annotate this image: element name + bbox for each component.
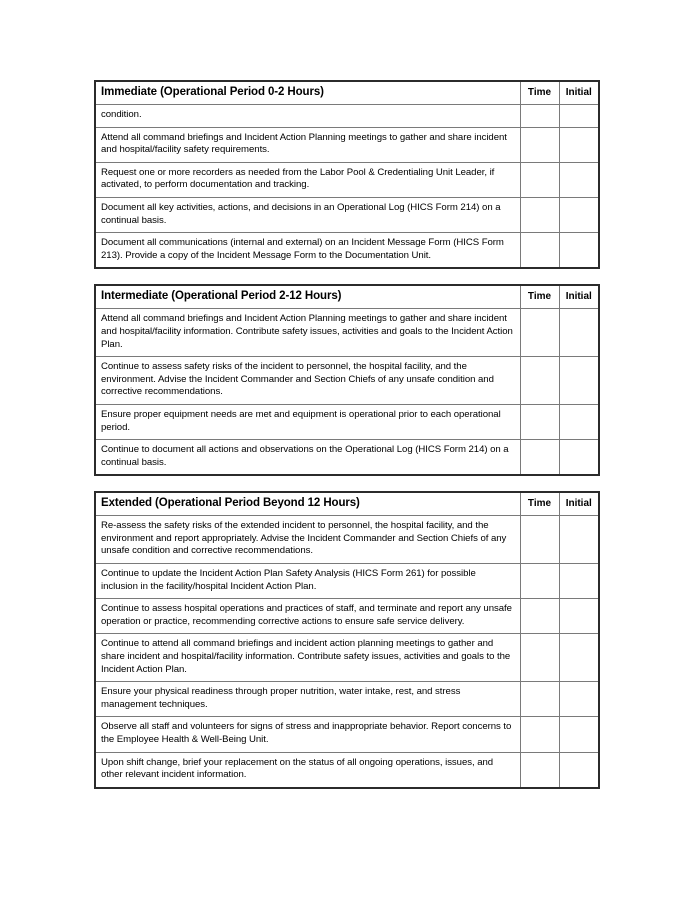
table-row [95,634,599,682]
table-row [95,599,599,634]
section-title-extended: Extended (Operational Period Beyond 12 Hours) [95,492,520,516]
task-text: Document all key activities, actions, and decisions in an Operational Log (HICS Form 214) on a continual basis. [95,197,520,232]
column-header-initial: Initial [559,492,599,516]
time-entry-cell[interactable] [520,717,559,752]
initial-entry-cell[interactable] [559,717,599,752]
time-entry-cell[interactable] [520,105,559,128]
table-row [95,233,599,269]
time-entry-cell[interactable] [520,404,559,439]
task-text: Continue to assess safety risks of the incident to personnel, the hospital facility, and the environment. Advise the Incident Commander and Section Chiefs of any unsafe condition and corrective recommendations. [95,357,520,405]
initial-entry-cell[interactable] [559,197,599,232]
table-row [95,197,599,232]
table-row [95,752,599,788]
time-entry-cell[interactable] [520,752,559,788]
initial-entry-cell[interactable] [559,162,599,197]
initial-entry-cell[interactable] [559,564,599,599]
task-text: Re-assess the safety risks of the extended incident to personnel, the hospital facility, and the environment and report appropriately. Advise the Incident Commander and Section Chiefs of any unsafe condition and corrective recommendations. [95,516,520,564]
initial-entry-cell[interactable] [559,127,599,162]
initial-entry-cell[interactable] [559,105,599,128]
task-text: Document all communications (internal and external) on an Incident Message Form (HICS Form 213). Provide a copy of the Incident Message Form to the Documentation Unit. [95,233,520,269]
time-entry-cell[interactable] [520,634,559,682]
table-row [95,682,599,717]
checklist-table-immediate [94,80,600,269]
initial-entry-cell[interactable] [559,634,599,682]
column-header-time: Time [520,81,559,105]
task-text: Request one or more recorders as needed from the Labor Pool & Credentialing Unit Leader, if activated, to perform documentation and tracking. [95,162,520,197]
initial-entry-cell[interactable] [559,357,599,405]
task-text: Continue to update the Incident Action Plan Safety Analysis (HICS Form 261) for possible inclusion in the facility/hospital Incident Action Plan. [95,564,520,599]
time-entry-cell[interactable] [520,309,559,357]
time-entry-cell[interactable] [520,127,559,162]
task-text: Attend all command briefings and Incident Action Planning meetings to gather and share incident and hospital/facility safety requirements. [95,127,520,162]
time-entry-cell[interactable] [520,564,559,599]
time-entry-cell[interactable] [520,440,559,476]
time-entry-cell[interactable] [520,599,559,634]
checklist-table-extended [94,491,600,789]
table-header-row [95,492,599,516]
initial-entry-cell[interactable] [559,440,599,476]
table-row [95,440,599,476]
table-header-row [95,285,599,309]
time-entry-cell[interactable] [520,233,559,269]
table-row [95,162,599,197]
column-header-initial: Initial [559,285,599,309]
initial-entry-cell[interactable] [559,682,599,717]
table-row [95,357,599,405]
time-entry-cell[interactable] [520,682,559,717]
table-row [95,404,599,439]
initial-entry-cell[interactable] [559,599,599,634]
initial-entry-cell[interactable] [559,309,599,357]
task-text: Continue to assess hospital operations and practices of staff, and terminate and report any unsafe operation or practice, recommending corrective actions to ensure safe service delivery. [95,599,520,634]
column-header-time: Time [520,285,559,309]
task-text: condition. [95,105,520,128]
task-text: Ensure proper equipment needs are met and equipment is operational prior to each operational period. [95,404,520,439]
table-header-row [95,81,599,105]
time-entry-cell[interactable] [520,357,559,405]
initial-entry-cell[interactable] [559,404,599,439]
table-row [95,127,599,162]
initial-entry-cell[interactable] [559,752,599,788]
task-text: Continue to attend all command briefings and incident action planning meetings to gather and share incident and hospital/facility information. Contribute safety issues, activities and goals to the Incident Action Plan. [95,634,520,682]
task-text: Observe all staff and volunteers for signs of stress and inappropriate behavior. Report concerns to the Employee Health & Well-Being Unit. [95,717,520,752]
checklist-table-intermediate [94,284,600,476]
task-text: Continue to document all actions and observations on the Operational Log (HICS Form 214) on a continual basis. [95,440,520,476]
time-entry-cell[interactable] [520,162,559,197]
column-header-time: Time [520,492,559,516]
section-title-intermediate: Intermediate (Operational Period 2-12 Hours) [95,285,520,309]
table-row [95,309,599,357]
task-text: Attend all command briefings and Incident Action Planning meetings to gather and share incident and hospital/facility information. Contribute safety issues, activities and goals to the Incident Action Plan. [95,309,520,357]
time-entry-cell[interactable] [520,197,559,232]
table-row [95,516,599,564]
table-row [95,105,599,128]
table-row [95,564,599,599]
time-entry-cell[interactable] [520,516,559,564]
section-title-immediate: Immediate (Operational Period 0-2 Hours) [95,81,520,105]
initial-entry-cell[interactable] [559,516,599,564]
initial-entry-cell[interactable] [559,233,599,269]
column-header-initial: Initial [559,81,599,105]
task-text: Ensure your physical readiness through proper nutrition, water intake, rest, and stress management techniques. [95,682,520,717]
task-text: Upon shift change, brief your replacement on the status of all ongoing operations, issues, and other relevant incident information. [95,752,520,788]
table-row [95,717,599,752]
